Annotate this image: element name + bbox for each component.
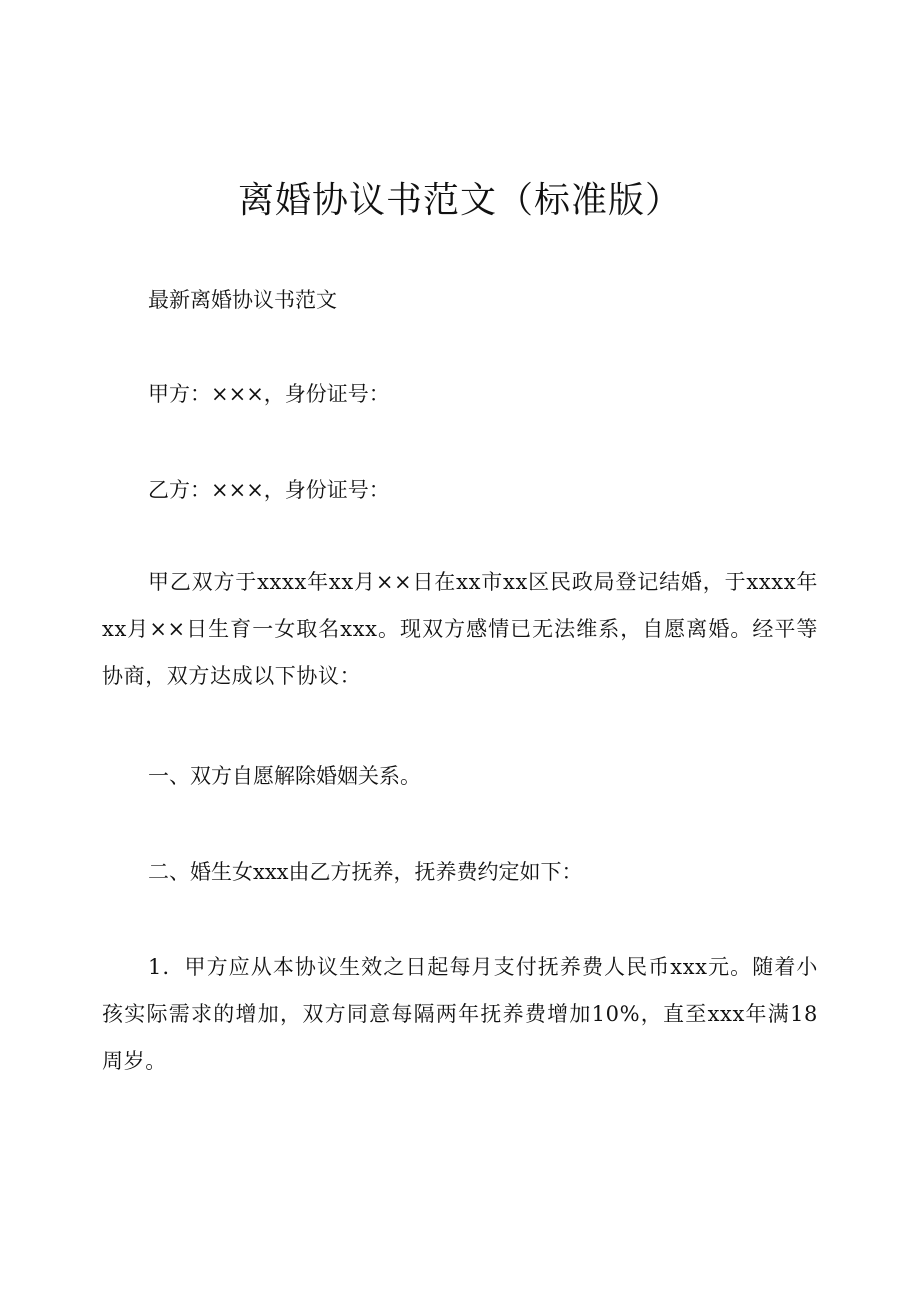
party-a-line: 甲方：×××，身份证号：: [148, 382, 390, 406]
document-title: 离婚协议书范文（标准版）: [237, 180, 682, 221]
intro-paragraph: 甲乙双方于xxxx年xx月××日在xx市xx区民政局登记结婚，于xxxx年xx月××日生育一女取名xxx。现双方感情已无法维系，自愿离婚。经平等协商，双方达成以下协议：: [102, 570, 818, 688]
clause-two: 二、婚生女xxx由乙方抚养，抚养费约定如下：: [148, 860, 583, 884]
clause-two-item-one: 1．甲方应从本协议生效之日起每月支付抚养费人民币xxx元。随着小孩实际需求的增加，双方同意每隔两年抚养费增加10%，直至xxx年满18周岁。: [102, 955, 818, 1073]
clause-one: 一、双方自愿解除婚姻关系。: [148, 764, 421, 788]
document-subtitle: 最新离婚协议书范文: [148, 288, 337, 312]
party-b-line: 乙方：×××，身份证号：: [148, 478, 390, 502]
